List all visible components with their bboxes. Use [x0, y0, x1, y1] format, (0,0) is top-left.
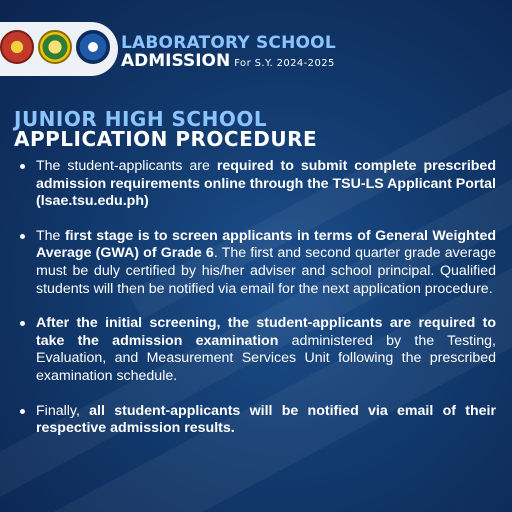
laboratory-school-logo-icon [76, 30, 110, 64]
bullet-icon [20, 234, 25, 239]
bullet-icon [20, 164, 25, 169]
item-bold-text: After the initial screening, the student-applicants are required to take the admission examination [36, 315, 496, 349]
headline-line1: JUNIOR HIGH SCHOOL [14, 107, 268, 131]
procedure-list [18, 158, 496, 455]
school-seal-logo-icon [38, 30, 72, 64]
item-text: . The first and second quarter grade average must be duly certified by his/her adviser and school principal. Qualified students will then be notified via email for the next application procedure. [36, 245, 496, 297]
item-text: The student-applicants are [36, 158, 217, 174]
item-text: administered by the Testing, Evaluation, and Measurement Services Unit following the prescribed examination schedule. [36, 332, 496, 384]
item-bold-text: all student-applicants will be notified via email of their respective admission results. [36, 402, 496, 437]
header-title: LABORATORY SCHOOL [121, 33, 336, 53]
tsu-seal-logo-icon [0, 30, 34, 64]
item-bold-text: first stage is to screen applicants in terms of General Weighted Average (GWA) of Grade 6 [36, 227, 497, 262]
header-admission: ADMISSION [121, 51, 231, 71]
procedure-item-3 [18, 315, 496, 385]
bullet-icon [20, 321, 25, 326]
procedure-item-1 [18, 158, 496, 211]
bullet-icon [20, 409, 25, 414]
procedure-item-2 [18, 228, 496, 298]
item-text: The [36, 227, 65, 244]
headline-line2: APPLICATION PROCEDURE [14, 127, 318, 151]
item-text: Finally, [36, 402, 90, 419]
header [0, 0, 512, 92]
item-bold-text: required to submit complete prescribed admission requirements online through the TSU-LS Applicant Portal (lsae.tsu.edu.ph) [36, 158, 496, 210]
procedure-item-4 [18, 403, 496, 438]
header-subtitle [121, 51, 335, 71]
header-school-year: For S.Y. 2024-2025 [234, 58, 335, 69]
